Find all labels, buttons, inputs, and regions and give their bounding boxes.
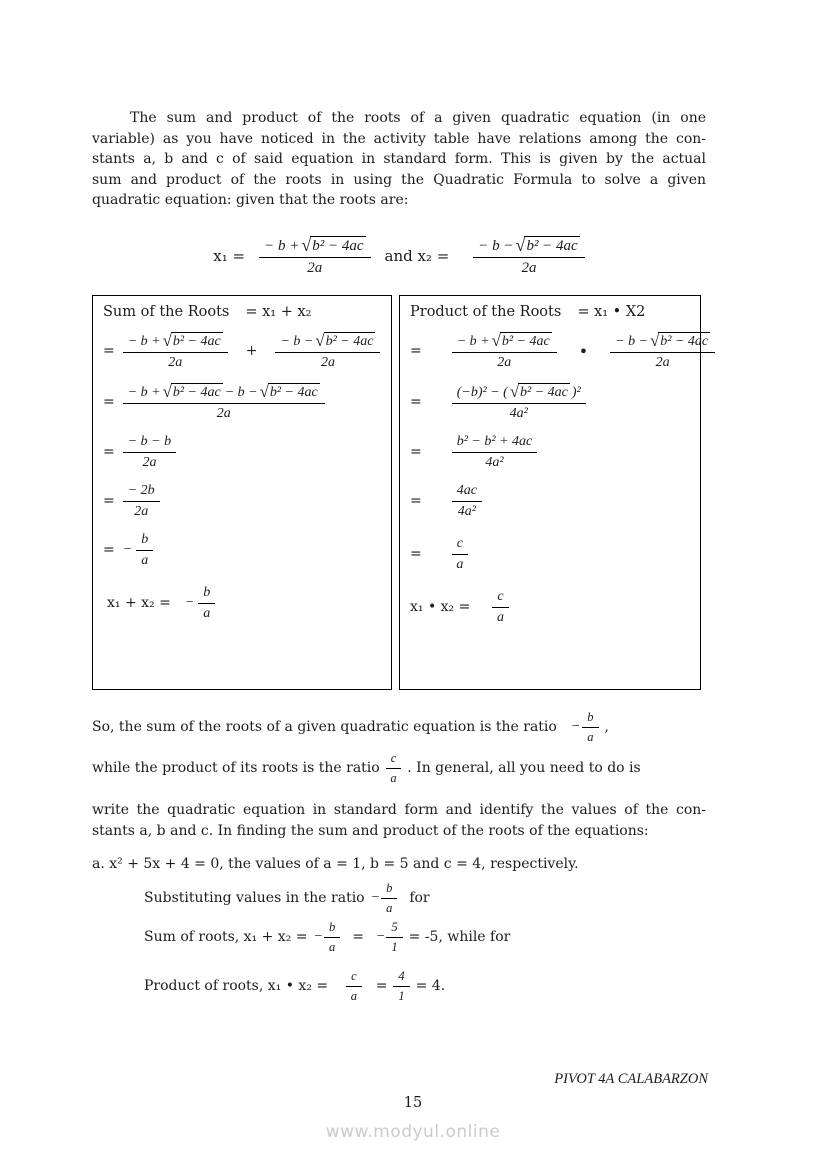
page-number: 15	[403, 1095, 423, 1111]
sentence-text: . In general, all you need to do is	[407, 760, 641, 776]
numerator-text: − 2b	[127, 482, 155, 498]
numerator-text: 5	[391, 919, 398, 934]
equation-row	[103, 483, 381, 520]
denominator: a	[587, 729, 594, 744]
equals-sign: =	[410, 394, 422, 410]
numerator-text: − b −	[224, 384, 258, 400]
result-label: x₁ • x₂ =	[410, 599, 471, 615]
fraction	[452, 483, 482, 520]
sqrt-symbol: √	[515, 234, 526, 255]
roots-formula-row	[92, 235, 706, 277]
equals-sign: =	[103, 444, 115, 460]
sentence-text: ,	[604, 719, 609, 735]
result-row	[103, 585, 381, 622]
denominator: 2a	[655, 354, 670, 370]
equals-sign: =	[103, 394, 115, 410]
sentence-text: while the product of its roots is the ratio	[92, 760, 380, 776]
numerator-text: − b +	[127, 333, 161, 349]
equals-sign: =	[352, 929, 364, 945]
paragraph-line: stants a, b and c. In finding the sum and product of the roots of the equations:	[92, 822, 649, 839]
denominator: 4a²	[485, 454, 504, 470]
denominator: 2a	[497, 354, 512, 370]
equation-row	[410, 483, 690, 520]
numerator-text: 4	[398, 968, 405, 983]
intro-line: sum and product of the roots in using the Quadratic Formula to solve a given	[92, 171, 706, 188]
sum-of-roots-sentence	[92, 920, 706, 955]
fraction	[386, 920, 402, 955]
minus-sign: −	[375, 929, 386, 944]
sentence-text: Sum of roots, x₁ + x₂ =	[144, 929, 308, 945]
fraction	[346, 969, 362, 1004]
dot-operator: •	[578, 341, 589, 361]
box-title	[410, 304, 690, 320]
numerator-text: − b −	[478, 237, 514, 254]
radicand: b² − 4ac	[520, 384, 568, 400]
equation-row	[103, 383, 381, 422]
and-x2-label: and x₂ =	[384, 246, 450, 265]
sentence-text: So, the sum of the roots of a given quadratic equation is the ratio	[92, 719, 557, 735]
product-of-roots-box	[399, 295, 709, 690]
box-title	[103, 304, 381, 320]
sentence-text: Substituting values in the ratio	[144, 890, 365, 906]
fraction	[393, 969, 409, 1004]
numerator-text: (−b)² − (	[456, 384, 508, 400]
equation-row	[410, 536, 690, 573]
fraction	[136, 532, 153, 569]
numerator-text: c	[390, 750, 397, 765]
minus-sign: −	[184, 595, 195, 610]
equals-sign: =	[410, 546, 422, 562]
numerator-text: b	[587, 709, 594, 724]
x1-label: x₁ =	[213, 246, 246, 265]
intro-line: variable) as you have noticed in the activity table have relations among the con-	[92, 130, 706, 147]
radicand: b² − 4ac	[526, 237, 578, 254]
denominator: 2a	[320, 354, 335, 370]
fraction	[123, 383, 325, 422]
sentence-text: = 4.	[415, 978, 446, 994]
denominator: 2a	[216, 405, 231, 421]
plus-sign: +	[245, 343, 258, 359]
equation-row	[103, 532, 381, 569]
sqrt-symbol: √	[509, 381, 520, 401]
numerator-text: c	[456, 535, 463, 551]
intro-line: stants a, b and c of said equation in standard form. This is given by the actual	[92, 151, 706, 167]
sqrt-symbol: √	[491, 330, 501, 350]
equation-row	[103, 332, 381, 371]
equals-sign: =	[410, 444, 422, 460]
fraction	[123, 332, 228, 371]
minus-sign: −	[122, 542, 133, 557]
equation-row	[410, 330, 709, 371]
equation-row	[410, 434, 690, 471]
numerator-text: 4ac	[456, 482, 477, 498]
sqrt-symbol: √	[301, 234, 312, 255]
numerator-text: b	[328, 919, 336, 934]
sqrt-symbol: √	[259, 381, 269, 401]
intro-line: quadratic equation: given that the roots are:	[92, 192, 409, 208]
paragraph-line: write the quadratic equation in standard form and identify the values of the con-	[92, 801, 706, 818]
numerator-text: − b +	[264, 237, 300, 254]
fraction	[324, 920, 340, 955]
so-sentence	[92, 710, 706, 745]
watermark: www.modyul.online	[325, 1122, 501, 1142]
sqrt-symbol: √	[162, 330, 172, 350]
result-row	[410, 589, 690, 626]
denominator: a	[456, 556, 464, 572]
fraction	[610, 332, 715, 371]
intro-line: The sum and product of the roots of a given quadratic equation (in one	[130, 110, 706, 126]
fraction	[452, 383, 586, 422]
box-title-eq: = x₁ • X2	[577, 303, 646, 320]
fraction	[582, 710, 598, 745]
numerator-text: − b −	[280, 333, 314, 349]
fraction	[259, 235, 370, 277]
box-title-text: Sum of the Roots	[103, 303, 230, 320]
equation-row	[103, 434, 381, 471]
equals-sign: =	[103, 343, 115, 359]
denominator: 4a²	[509, 405, 528, 421]
numerator-text: − b +	[127, 384, 161, 400]
sqrt-symbol: √	[162, 381, 172, 401]
write-paragraph	[92, 800, 706, 842]
denominator: 2a	[521, 259, 537, 276]
numerator-text: b	[141, 531, 149, 547]
box-title-text: Product of the Roots	[410, 303, 562, 320]
fraction	[473, 235, 584, 277]
denominator: 1	[391, 939, 398, 954]
fraction	[386, 751, 402, 786]
equation-row	[410, 383, 690, 422]
numerator-text: )²	[571, 384, 581, 400]
fraction	[123, 483, 160, 520]
numerator-text: − b +	[456, 333, 490, 349]
sentence-text: = -5, while for	[408, 929, 511, 945]
sqrt-symbol: √	[650, 330, 660, 350]
denominator: 2a	[142, 454, 157, 470]
equals-sign: =	[410, 343, 422, 359]
equals-sign: =	[103, 493, 115, 509]
radicand: b² − 4ac	[660, 333, 709, 349]
denominator: a	[386, 900, 393, 915]
denominator: 2a	[134, 503, 149, 519]
fraction	[275, 332, 380, 371]
equals-sign: =	[375, 978, 388, 994]
denominator: a	[496, 609, 504, 625]
numerator-text: b	[203, 584, 211, 600]
numerator-text: − b −	[615, 333, 649, 349]
product-of-roots-sentence	[92, 969, 706, 1004]
fraction	[492, 589, 508, 626]
numerator-text: − b − b	[127, 433, 172, 449]
denominator: a	[328, 939, 336, 954]
minus-sign: −	[313, 929, 323, 944]
footer-credit: PIVOT 4A CALABARZON	[554, 1071, 708, 1087]
denominator: a	[141, 552, 149, 568]
equals-sign: =	[103, 542, 115, 558]
sqrt-symbol: √	[315, 330, 325, 350]
minus-sign: −	[370, 890, 381, 905]
fraction	[198, 585, 215, 622]
example-item-a: a. x² + 5x + 4 = 0, the values of a = 1, b = 5 and c = 4, respectively.	[92, 855, 579, 872]
sum-of-roots-box	[92, 295, 392, 690]
fraction	[452, 536, 468, 573]
denominator: 4a²	[457, 503, 476, 519]
numerator-text: b² − b² + 4ac	[456, 433, 533, 449]
fraction	[452, 434, 538, 471]
numerator-text: b	[386, 880, 393, 895]
denominator: 2a	[307, 259, 323, 276]
intro-paragraph	[92, 108, 706, 211]
fraction	[452, 332, 557, 371]
denominator: a	[350, 988, 358, 1003]
derivation-boxes	[92, 295, 709, 690]
equals-sign: =	[410, 493, 422, 509]
radicand: b² − 4ac	[325, 333, 374, 349]
radicand: b² − 4ac	[172, 384, 221, 400]
minus-sign: −	[570, 719, 581, 734]
radicand: b² − 4ac	[269, 384, 318, 400]
while-sentence	[92, 751, 706, 786]
denominator: 1	[398, 988, 405, 1003]
box-title-eq: = x₁ + x₂	[245, 303, 312, 320]
fraction	[381, 881, 397, 916]
sentence-text: Product of roots, x₁ • x₂ =	[144, 978, 329, 994]
denominator: 2a	[168, 354, 183, 370]
substituting-sentence	[92, 881, 706, 916]
sentence-text: for	[409, 890, 430, 906]
radicand: b² − 4ac	[312, 237, 364, 254]
numerator-text: c	[351, 968, 357, 983]
denominator: a	[390, 770, 397, 785]
radicand: b² − 4ac	[501, 333, 550, 349]
denominator: a	[203, 605, 211, 621]
fraction	[123, 434, 176, 471]
numerator-text: c	[497, 588, 504, 604]
radicand: b² − 4ac	[172, 333, 221, 349]
result-label: x₁ + x₂ =	[107, 595, 171, 611]
